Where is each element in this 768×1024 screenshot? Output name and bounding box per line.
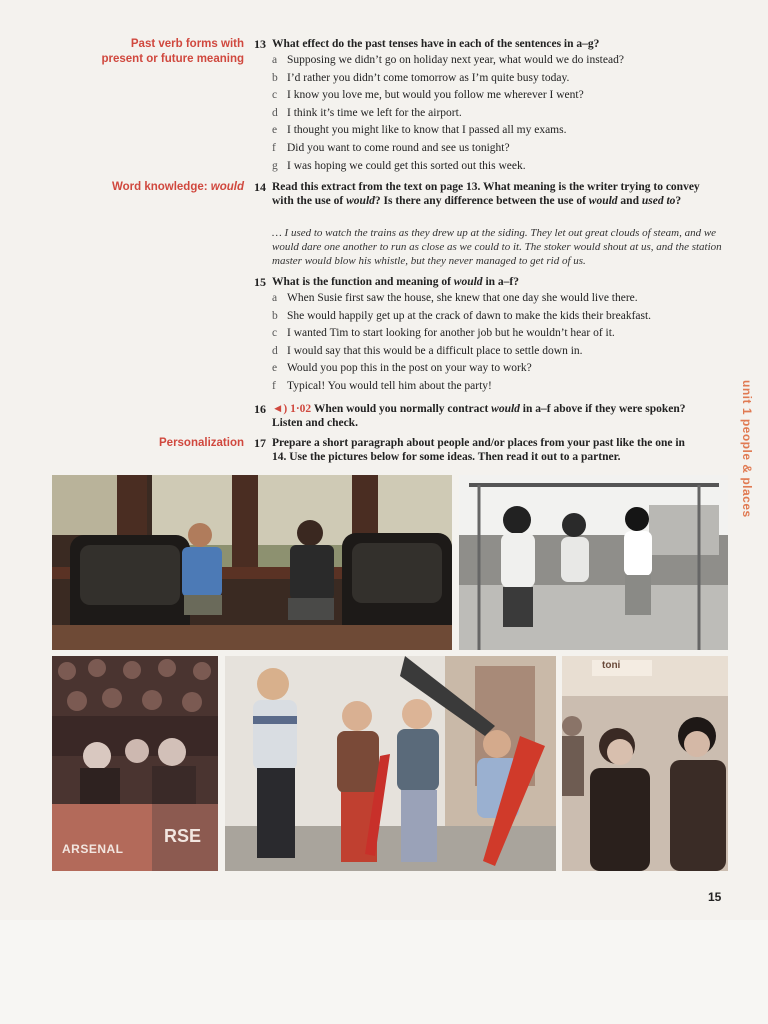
- list-item: a When Susie first saw the house, she knew that one day she would live there.: [272, 292, 638, 304]
- question-number-13: 13: [254, 37, 266, 51]
- photo-kids-climbing-frame: [459, 475, 728, 650]
- schoolboys-illustration: [225, 656, 556, 871]
- section-label-line: Past verb forms with: [130, 38, 244, 50]
- section-label-past-verb-forms: [54, 37, 244, 67]
- section-label-keyword: would: [210, 181, 244, 193]
- list-item: b She would happily get up at the crack of dawn to make the kids their breakfast.: [272, 309, 652, 322]
- photo-boys-train-window: [52, 475, 452, 650]
- list-item: d I would say that this would be a difficult place to settle down in.: [272, 344, 583, 357]
- list-item: f Did you want to come round and see us tonight?: [272, 141, 510, 154]
- section-label-personalization: Personalization: [159, 437, 244, 449]
- question-number-16: 16: [254, 402, 266, 416]
- question-number-17: 17: [254, 436, 266, 450]
- question-16-text: ◄) 1·02 When would you normally contract would in a–f above if they were spoken? Listen and check.: [272, 403, 686, 429]
- question-15-items: [272, 290, 722, 396]
- photo-teenagers-eating: [562, 656, 728, 871]
- playground-illustration: [459, 475, 728, 650]
- question-13-text: What effect do the past tenses have in each of the sentences in a–g?: [272, 38, 600, 50]
- question-number-14: 14: [254, 180, 266, 194]
- banner-text: ARSENAL: [62, 842, 124, 856]
- text-extract: … I used to watch the trains as they drew up at the siding. They let out great clouds of steam, and we would dare one another to run as close as we could to it. The stoker would shout at us, and the station master would blow his whistle, but they never managed to get rid of us.: [272, 227, 722, 267]
- list-item: c I know you love me, but would you follow me wherever I went?: [272, 89, 584, 102]
- page-bottom-margin: [0, 920, 768, 1024]
- section-label-line: present or future meaning: [101, 53, 244, 65]
- list-item: d I think it’s time we left for the airport.: [272, 106, 462, 119]
- list-item: g I was hoping we could get this sorted out this week.: [272, 159, 526, 172]
- train-window-illustration: [52, 475, 452, 650]
- audio-track[interactable]: ◄) 1·02: [272, 403, 312, 415]
- shop-sign-text: toni: [602, 660, 621, 671]
- banner-text-secondary: RSE: [164, 826, 202, 846]
- page-number: 15: [708, 890, 722, 904]
- unit-tab: unit 1 people & places: [740, 380, 754, 518]
- list-item: e I thought you might like to know that I passed all my exams.: [272, 124, 567, 137]
- photo-arsenal-fans: [52, 656, 218, 871]
- section-label-word-knowledge: [54, 180, 244, 195]
- list-item: b I’d rather you didn’t come tomorrow as I’m quite busy today.: [272, 71, 570, 84]
- question-number-15: 15: [254, 275, 266, 289]
- photo-boys-school-cones: [225, 656, 556, 871]
- list-item: f Typical! You would tell him about the party!: [272, 379, 492, 392]
- list-item: e Would you pop this in the post on your way to work?: [272, 362, 532, 375]
- section-label-prefix: Word knowledge:: [111, 181, 211, 193]
- list-item: c I wanted Tim to start looking for another job but he wouldn’t hear of it.: [272, 327, 615, 340]
- question-15-text: What is the function and meaning of would in a–f?: [272, 276, 519, 288]
- question-17-text: Prepare a short paragraph about people and/or places from your past like the one in 14. Use the pictures below for some ideas. Then read it out to a partner.: [272, 437, 685, 463]
- speaker-icon: ◄): [272, 403, 288, 415]
- teenagers-illustration: [562, 656, 728, 871]
- list-item: a Supposing we didn’t go on holiday next year, what would we do instead?: [272, 54, 624, 66]
- question-13-items: [272, 52, 722, 175]
- question-14-text: Read this extract from the text on page 13. What meaning is the writer trying to convey with the use of would? Is there any difference between the use of would and used to?: [272, 181, 700, 207]
